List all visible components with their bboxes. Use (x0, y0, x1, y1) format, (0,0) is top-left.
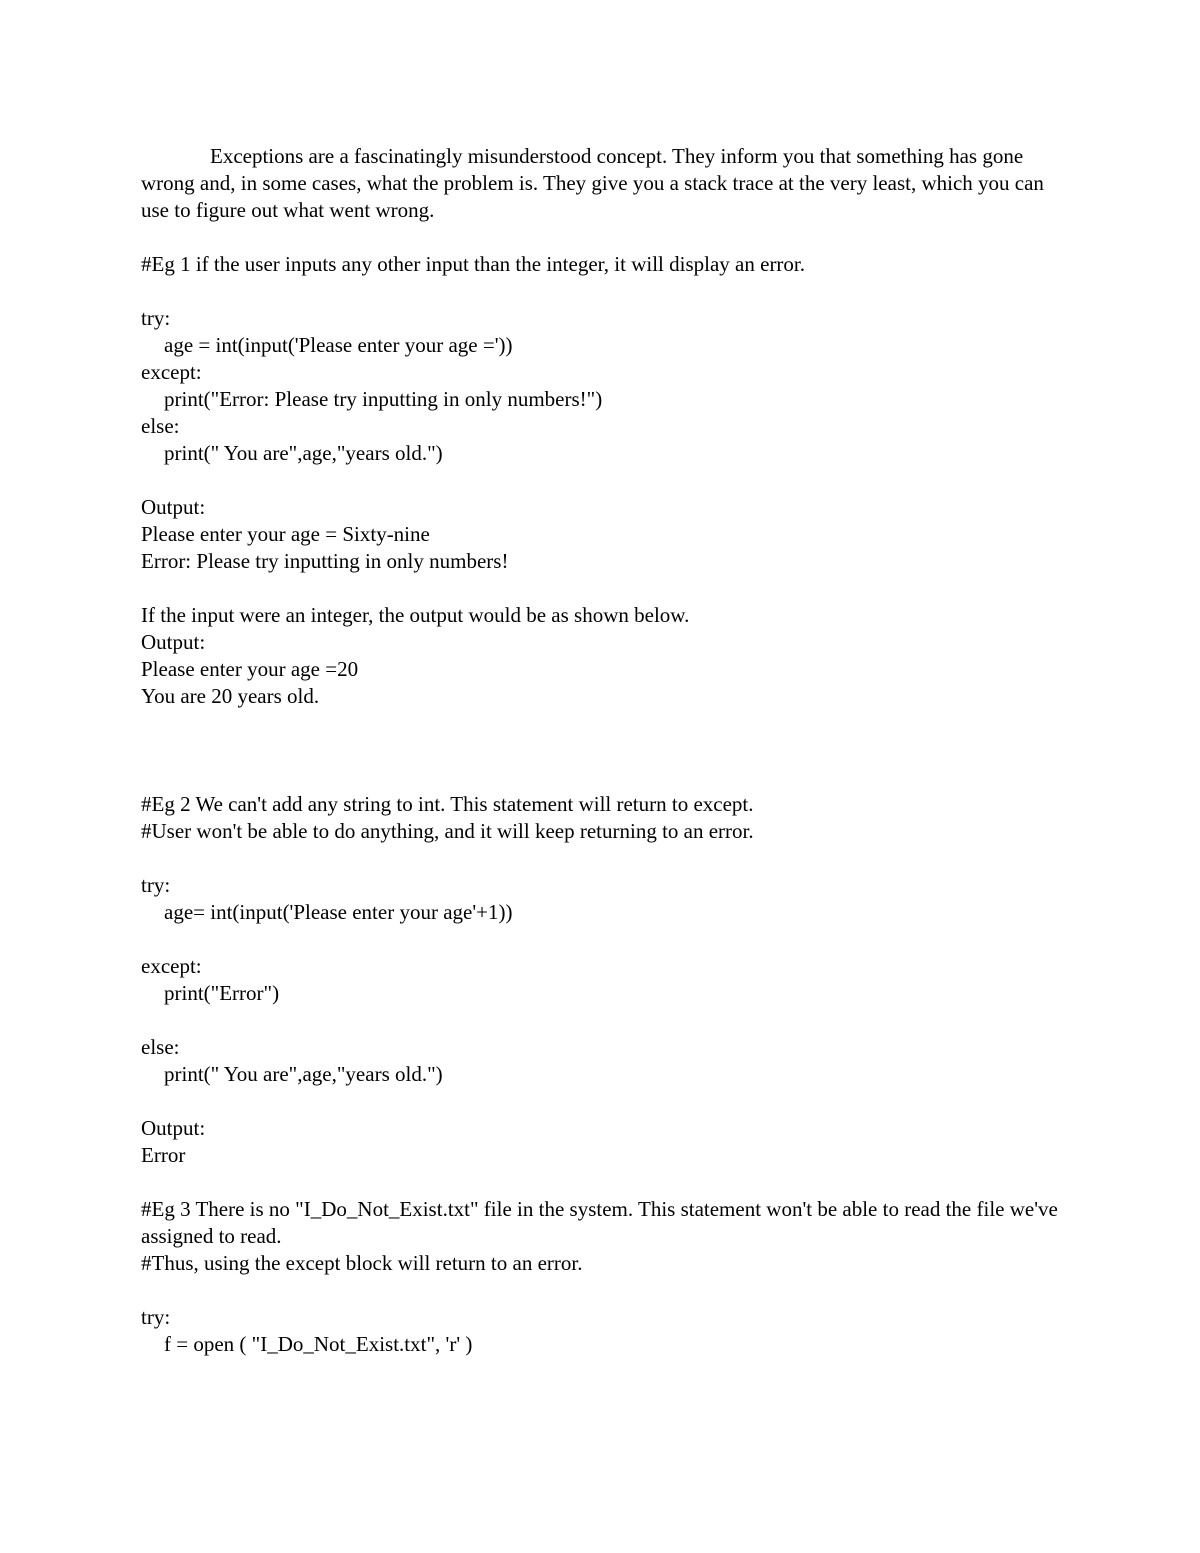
eg1-code-try: try: (141, 306, 171, 330)
eg2-code-line1: age= int(input('Please enter your age'+1)) (164, 900, 513, 924)
spacer (141, 845, 1061, 872)
eg1-code-line3: print(" You are",age,"years old.") (164, 441, 443, 465)
eg3-code-line1: f = open ( "I_Do_Not_Exist.txt", 'r' ) (164, 1332, 473, 1356)
spacer (141, 1007, 1061, 1034)
spacer (141, 764, 1061, 791)
eg1-note: If the input were an integer, the output would be as shown below. (141, 603, 690, 627)
spacer (141, 1169, 1061, 1196)
eg1-code-line1: age = int(input('Please enter your age =')) (164, 333, 513, 357)
intro-paragraph: Exceptions are a fascinatingly misunderstood concept. They inform you that something has gone wrong and, in some cases, what the problem is. They give you a stack trace at the very least, which you can use to figure out what went wrong. (141, 144, 1044, 222)
eg3-comment2: #Thus, using the except block will return to an error. (141, 1251, 583, 1275)
eg1-output1-line2: Error: Please try inputting in only numbers! (141, 549, 509, 573)
spacer (141, 467, 1061, 494)
eg1-output1-line1: Please enter your age = Sixty-nine (141, 522, 430, 546)
spacer (141, 926, 1061, 953)
eg3-comment1: #Eg 3 There is no "I_Do_Not_Exist.txt" file in the system. This statement won't be able to read the file we've assigned to read. (141, 1197, 1058, 1248)
spacer (141, 737, 1061, 764)
eg1-code-else: else: (141, 414, 180, 438)
eg1-code-except: except: (141, 360, 202, 384)
spacer (141, 278, 1061, 305)
eg1-output2-label: Output: (141, 630, 206, 654)
eg1-output2-line1: Please enter your age =20 (141, 657, 359, 681)
eg2-comment1: #Eg 2 We can't add any string to int. This statement will return to except. (141, 792, 754, 816)
eg2-code-line2: print("Error") (164, 981, 280, 1005)
eg2-output-label: Output: (141, 1116, 206, 1140)
document-page (141, 143, 1061, 1358)
eg2-code-else: else: (141, 1035, 180, 1059)
eg2-comment2: #User won't be able to do anything, and it will keep returning to an error. (141, 819, 754, 843)
spacer (141, 575, 1061, 602)
spacer (141, 710, 1061, 737)
eg2-code-line3: print(" You are",age,"years old.") (164, 1062, 443, 1086)
eg1-output2-line2: You are 20 years old. (141, 684, 320, 708)
eg1-output1-label: Output: (141, 495, 206, 519)
eg3-code-try: try: (141, 1305, 171, 1329)
eg2-code-try: try: (141, 873, 171, 897)
spacer (141, 224, 1061, 251)
eg1-comment: #Eg 1 if the user inputs any other input than the integer, it will display an error. (141, 252, 806, 276)
eg2-code-except: except: (141, 954, 202, 978)
spacer (141, 1088, 1061, 1115)
eg1-code-line2: print("Error: Please try inputting in only numbers!") (164, 387, 603, 411)
eg2-output-line1: Error (141, 1143, 186, 1167)
spacer (141, 1277, 1061, 1304)
